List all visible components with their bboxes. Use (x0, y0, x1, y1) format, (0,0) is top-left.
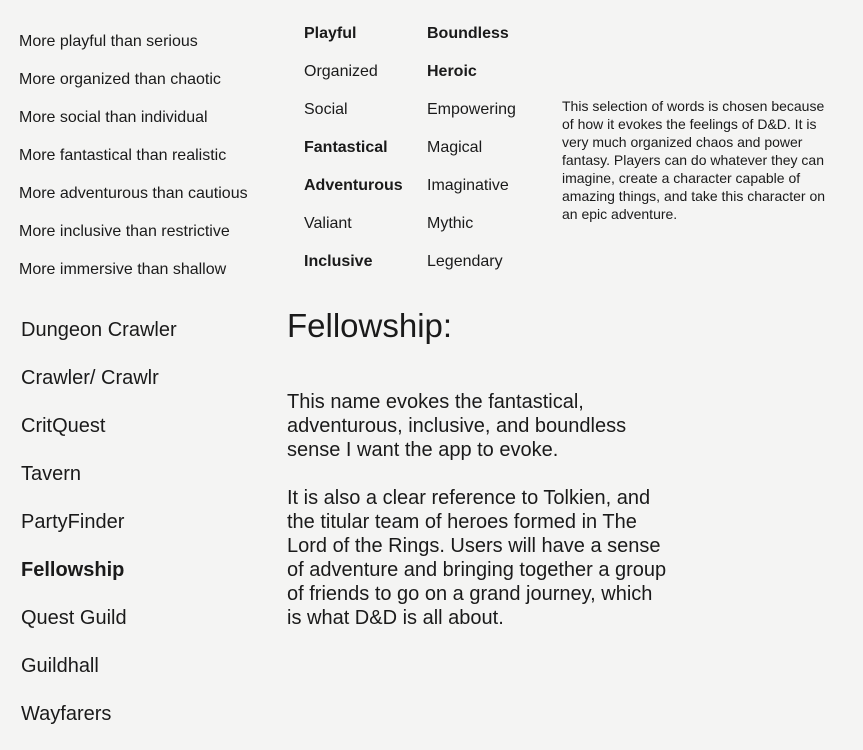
trait-item: More playful than serious (19, 33, 198, 50)
word-item: Empowering (427, 101, 516, 118)
name-candidate: Dungeon Crawler (21, 319, 177, 341)
trait-item: More social than individual (19, 109, 208, 126)
word-item: Organized (304, 63, 378, 80)
word-item: Social (304, 101, 348, 118)
name-candidate: Wayfarers (21, 703, 112, 725)
word-item: Inclusive (304, 253, 373, 270)
word-item: Legendary (427, 253, 503, 270)
word-item: Valiant (304, 215, 352, 232)
name-candidates-list (21, 318, 271, 750)
word-item: Heroic (427, 63, 477, 80)
word-column-2 (427, 25, 557, 291)
name-candidate: PartyFinder (21, 511, 125, 533)
word-item: Boundless (427, 25, 509, 42)
name-candidate-selected: Fellowship (21, 559, 125, 581)
word-item: Playful (304, 25, 357, 42)
trait-item: More fantastical than realistic (19, 147, 227, 164)
name-candidate: Guildhall (21, 655, 99, 677)
word-selection-rationale: This selection of words is chosen because of how it evokes the feelings of D&D. It is very much organized chaos and power fantasy. Players can do whatever they can imagine, create a character capable of amazing things, and take this character on an epic adventure. (562, 98, 826, 222)
name-candidate: Crawler/ Crawlr (21, 367, 159, 389)
chosen-name-paragraph-2: It is also a clear reference to Tolkien, and the titular team of heroes formed in The Lord of the Rings. Users will have a sense of adventure and bringing together a group of friends to go on a grand journey, which is what D&D is all about. (287, 487, 667, 629)
word-item: Fantastical (304, 139, 388, 156)
word-item: Imaginative (427, 177, 509, 194)
name-candidate: CritQuest (21, 415, 106, 437)
word-column-1 (304, 25, 434, 291)
word-item: Magical (427, 139, 483, 156)
name-candidate: Tavern (21, 463, 82, 485)
name-candidate: Quest Guild (21, 607, 127, 629)
trait-item: More organized than chaotic (19, 71, 221, 88)
chosen-name-paragraph-1: This name evokes the fantastical, adventurous, inclusive, and boundless sense I want the app to evoke. (287, 391, 627, 461)
word-item: Mythic (427, 215, 474, 232)
trait-item: More adventurous than cautious (19, 185, 248, 202)
chosen-name-title: Fellowship: (287, 307, 453, 344)
brand-traits-list (19, 33, 284, 299)
word-item: Adventurous (304, 177, 403, 194)
trait-item: More inclusive than restrictive (19, 223, 230, 240)
trait-item: More immersive than shallow (19, 261, 227, 278)
